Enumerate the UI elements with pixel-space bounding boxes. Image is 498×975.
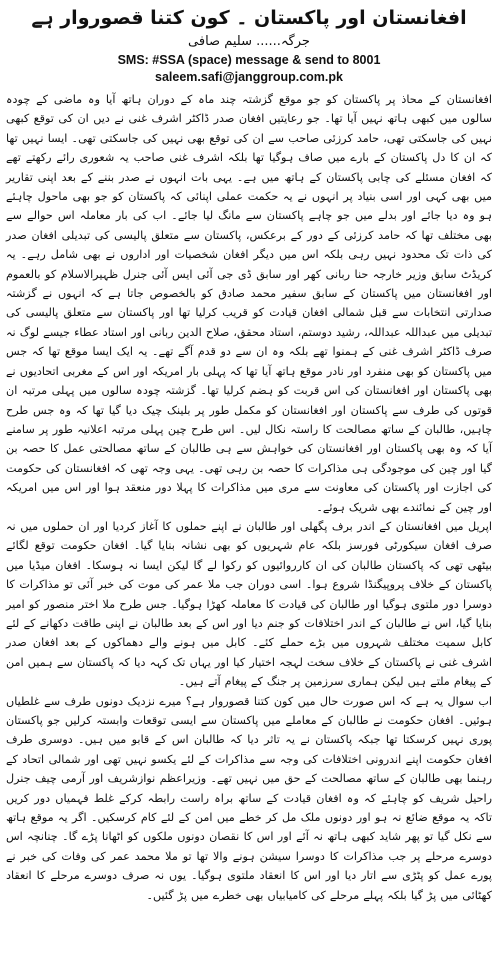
author-email[interactable]: saleem.safi@janggroup.com.pk [155,70,343,84]
article-paragraph: اب سوال یہ ہے کہ اس صورت حال میں کون کتنا قصوروار ہے؟ میرے نزدیک دونوں طرف سے غلطیاں ہوئیں۔ افغان حکومت نے طالبان کے معاملے میں پاکستان سے ایسی توقعات وابستہ کرلیں جو پاکستان پوری نہیں کرسکتا تھا جبکہ پاکستان نے یہ تاثر دیا کہ طالبان اس کے قابو میں ہیں۔ دوسری طرف افغان حکومت اپنے اندرونی اختلافات کی وجہ سے مذاکرات کے لئے یکسو نہیں تھی اور شمالی اتحاد کے رہنما بھی طالبان کے ساتھ مصالحت کے حق میں نہیں تھے۔ وزیراعظم نوازشریف اور آرمی چیف جنرل راحیل شریف کو چاہئے کہ وہ افغان قیادت کے ساتھ براہ راست رابطہ کرکے غلط فہمیاں دور کریں تاکہ یہ موقع ضائع نہ ہو اور دونوں ملک مل کر خطے میں امن کے لئے کام کرسکیں۔ اگر یہ موقع ہاتھ سے نکل گیا تو پھر شاید کبھی ہاتھ نہ آئے اور اس کا نقصان دونوں ملکوں کو اٹھانا پڑے گا۔ چنانچہ اس دوسرے مرحلے پر جب مذاکرات کا دوسرا سیشن ہونے والا تھا تو ملا محمد عمر کی وفات کی خبر نے پورے عمل کو پٹڑی سے اتار دیا اور اس کا انعقاد ملتوی ہوگیا۔ یوں نہ صرف دوسرے مرحلے کا انعقاد کھٹائی میں پڑ گیا بلکہ پہلے مرحلے کی کامیابیاں بھی خطرے میں پڑ گئیں۔ [6,694,492,902]
sms-line: SMS: #SSA (space) message & send to 8001 [117,53,381,67]
article-byline: جرگہ...... سلیم صافی [188,34,310,49]
article-header [6,6,492,86]
article-paragraph: اپریل میں افغانستان کے اندر برف پگھلی اور طالبان نے اپنے حملوں کا آغاز کردیا اور ان حملوں میں نہ صرف افغان سیکورٹی فورسز بلکہ عام شہریوں کو بھی نشانہ بنایا گیا۔ افغان حکومت توقع لگائے بیٹھی تھی کہ پاکستان طالبان کی ان کارروائیوں کو رکوا لے گا لیکن ایسا نہ ہوسکا۔ افغان میڈیا میں پاکستان کے خلاف پروپیگنڈا شروع ہوا۔ اسی دوران جب ملا عمر کی موت کی خبر آئی تو مذاکرات کا دوسرا دور ملتوی ہوگیا اور طالبان کی قیادت کا معاملہ کھڑا ہوگیا۔ جس طرح ملا اختر منصور کو امیر بنایا گیا، اس نے طالبان کے اندر اختلافات کو جنم دیا اور اس کے بعد طالبان نے اپنی طاقت دکھانے کے لئے کابل سمیت مختلف شہروں میں بڑے حملے کئے۔ کابل میں ہونے والے دھماکوں کے بعد افغان صدر اشرف غنی نے پاکستان کے خلاف سخت لہجہ اختیار کیا اور یہاں تک کہہ دیا کہ پاکستان سے ہمیں امن کے پیغام ملتے ہیں لیکن ہماری سرزمین پر جنگ کے پیغام آتے ہیں۔ [6,519,492,689]
article-paragraph: افغانستان کے محاذ پر پاکستان کو جو موقع گزشتہ چند ماہ کے دوران ہاتھ آیا وہ ماضی کے چودہ سالوں میں کبھی ہاتھ نہیں آیا تھا۔ جو رعایتیں افغان صدر ڈاکٹر اشرف غنی نے دیں ان کی توقع کبھی نہیں کی جاسکتی تھی، حامد کرزئی صاحب سے ان کی توقع بھی نہیں کی جاسکتی تھی۔ ایسا نہیں تھا کہ ان کا دل پاکستان کے بارے میں صاف ہوگیا تھا بلکہ اشرف غنی صاحب یہ شعوری رائے رکھتے تھے کہ افغان مسئلے کی چابی پاکستان کے ہاتھ میں ہے۔ یہی بات انہوں نے صدر بننے کے بعد اپنی تقاریر میں بھی کہی اور اسی بنیاد پر انہوں نے یہ حکمت عملی اپنائی کہ پاکستان کو جو بھی ماحول چاہئے ہو وہ دیا جائے اور بدلے میں جو چاہے پاکستان سے مانگ لیا جائے۔ اب کی بار معاملہ اس حوالے سے بھی مختلف تھا کہ حامد کرزئی کے دور کے برعکس، پاکستان سے متعلق پالیسی کی تبدیلی افغان صدر کی ذات تک محدود نہیں رہی بلکہ اس میں دیگر افغان شخصیات اور اداروں نے بھی شامل رہے۔ یہ کریڈٹ سابق وزیر خارجہ حنا ربانی کھر اور سابق ڈی جی آئی ایس آئی جنرل ظہیرالاسلام کو بالعموم اور افغانستان میں پاکستان کے سابق سفیر محمد صادق کو بالخصوص جاتا ہے کہ انہوں نے گزشتہ صدارتی انتخابات سے قبل شمالی افغان قیادت کو قریب کرلیا تھا اور پاکستان سے متعلق پالیسی کی تبدیلی میں عبداللہ عبداللہ، رشید دوستم، استاد محقق، صلاح الدین ربانی اور استاد عطاء جیسے لوگ نہ صرف ڈاکٹر اشرف غنی کے ہمنوا تھے بلکہ وہ ان سے دو قدم آگے تھے۔ یہ ایک ایسا موقع تھا کہ جس میں پاکستان کو بھی منفرد اور نادر موقع ہاتھ آیا تھا کہ پہلی بار امریکہ اور اس کے مغربی اتحادیوں نے بھی پاکستان اور افغانستان کی اس قربت کو ہضم کرلیا تھا۔ گزشتہ چودہ سالوں میں پہلی مرتبہ ان قوتوں کی طرف سے پاکستان اور افغانستان کو مکمل طور پر بلینک چیک دیا گیا تھا کہ وہ جس طرح چاہیں، طالبان کے ساتھ مصالحت کا راستہ نکال لیں۔ اس طرح چین پہلی مرتبہ اعلانیہ طور پر سامنے آیا کہ وہ بھی پاکستان اور افغانستان کی خواہش سے ہی طالبان کے ساتھ مصالحتی عمل کا حصہ بن گیا اور چین کی موجودگی ہی مذاکرات کا حصہ بن رہی تھی۔ یہی وجہ تھی کہ افغانستان کی حکومت کی اجازت اور پاکستان کی معاونت سے مری میں مذاکرات کا پہلا دور منعقد ہوا اور اس میں امریکہ اور چین کے نمائندے بھی شریک ہوئے۔ [6,93,492,514]
article-title: افغانستان اور پاکستان ۔ کون کتنا قصوروار ہے [31,7,467,29]
article-body [6,90,492,905]
